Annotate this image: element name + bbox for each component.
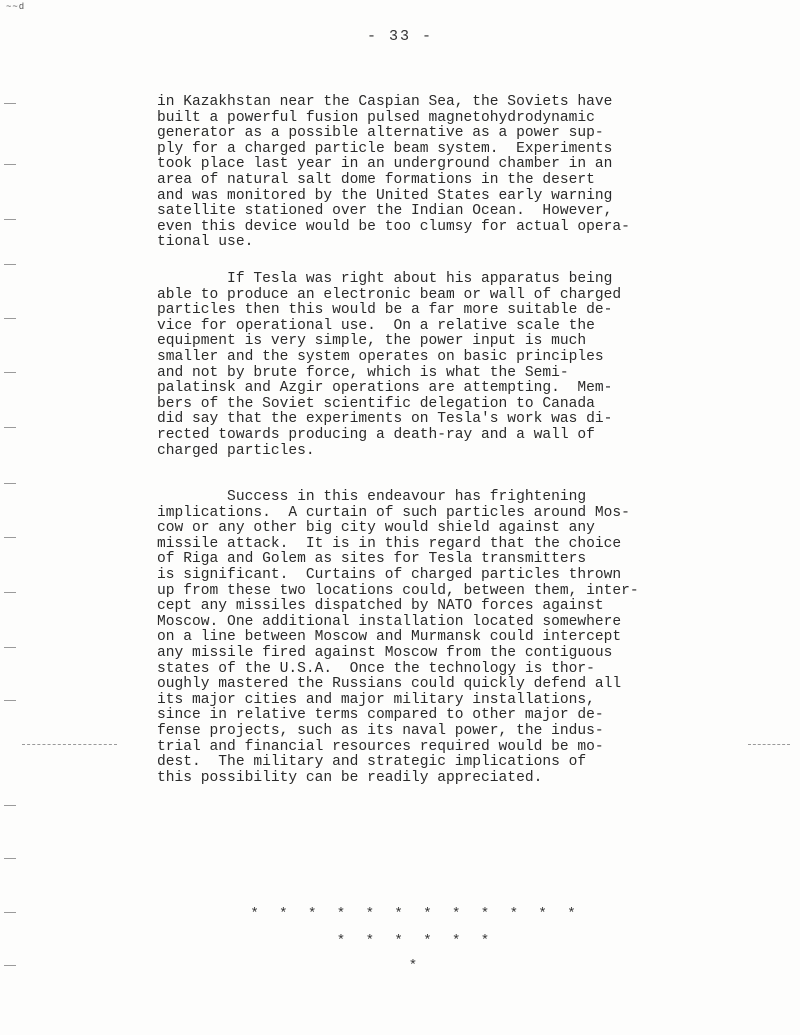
- left-margin-ticks: [0, 0, 20, 1035]
- margin-tick: [4, 103, 16, 104]
- margin-tick: [4, 219, 16, 220]
- separator-asterisks-row-2: * * * * * *: [336, 933, 496, 949]
- margin-tick: [4, 483, 16, 484]
- margin-tick: [4, 318, 16, 319]
- separator-asterisks-row-1: * * * * * * * * * * * *: [250, 906, 582, 922]
- left-margin-dash: [22, 744, 117, 745]
- margin-tick: [4, 372, 16, 373]
- margin-tick: [4, 965, 16, 966]
- margin-tick: [4, 912, 16, 913]
- margin-tick: [4, 592, 16, 593]
- margin-tick: [4, 537, 16, 538]
- margin-tick: [4, 164, 16, 165]
- body-paragraph-3: Success in this endeavour has frightening implications. A curtain of such particles around Mos- cow or any other big city would shield against any missile attack. It is in this regard that the choice of Riga and Golem as sites for Tesla transmitters is significant. Curtains of charged particles thrown up from these two locations could, between them, inter- cept any missiles dispatched by NATO forces against Moscow. One additional installation located somewhere on a line between Moscow and Murmansk could intercept any missile fired against Moscow from the contiguous states of the U.S.A. Once the technology is thor- oughly mastered the Russians could quickly defend all its major cities and major military installations, since in relative terms compared to other major de- fense projects, such as its naval power, the indus- trial and financial resources required would be mo- dest. The military and strategic implications of this possibility can be readily appreciated.: [157, 489, 639, 786]
- margin-tick: [4, 858, 16, 859]
- margin-tick: [4, 647, 16, 648]
- margin-tick: [4, 264, 16, 265]
- margin-tick: [4, 805, 16, 806]
- separator-asterisks-row-3: *: [408, 958, 424, 974]
- right-margin-dash: [748, 744, 790, 745]
- margin-tick: [4, 427, 16, 428]
- body-paragraph-2: If Tesla was right about his apparatus being able to produce an electronic beam or wall of charged particles then this would be a far more suitable de- vice for operational use. On a relative scale the equipment is very simple, the power input is much smaller and the system operates on basic principles and not by brute force, which is what the Semi- palatinsk and Azgir operations are attempting. Mem- bers of the Soviet scientific delegation to Canada did say that the experiments on Tesla's work was di- rected towards producing a death-ray and a wall of charged particles.: [157, 271, 622, 459]
- margin-tick: [4, 700, 16, 701]
- page-number: - 33 -: [366, 28, 433, 45]
- body-paragraph-1: in Kazakhstan near the Caspian Sea, the Soviets have built a powerful fusion pulsed magnetohydrodynamic generator as a possible alternative as a power sup- ply for a charged particle beam system. Experiments took place last year in an underground chamber in an area of natural salt dome formations in the desert and was monitored by the United States early warning satellite stationed over the Indian Ocean. However, even this device would be too clumsy for actual opera- tional use.: [157, 94, 630, 251]
- corner-mark: ~~d: [6, 2, 26, 12]
